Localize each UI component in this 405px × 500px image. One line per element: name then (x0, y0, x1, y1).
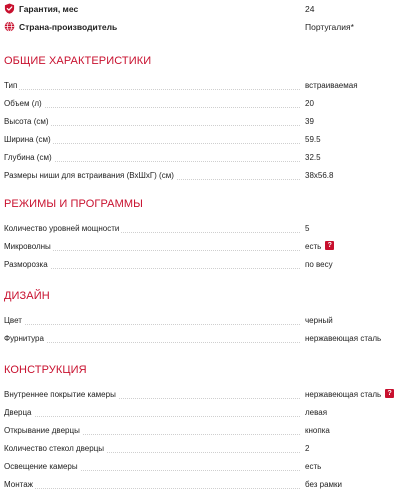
spec-value: 2 (305, 444, 310, 453)
leader-dots (4, 416, 300, 417)
spec-label: Гарантия, мес (19, 4, 79, 14)
spec-label: Открывание дверцы (4, 426, 80, 435)
spec-value (305, 242, 334, 251)
spec-row (0, 422, 405, 438)
spec-value: нержавеющая сталь (305, 334, 382, 343)
spec-value: без рамки (305, 480, 343, 489)
spec-row (0, 330, 405, 346)
spec-value: черный (305, 316, 333, 325)
leader-dots (4, 488, 300, 489)
leader-dots (4, 342, 300, 343)
spec-row (0, 312, 405, 328)
spec-row (0, 404, 405, 420)
spec-value-text: есть (305, 242, 322, 251)
spec-row (0, 95, 405, 111)
spec-row (0, 386, 405, 402)
spec-value: 39 (305, 117, 314, 126)
spec-value: кнопка (305, 426, 330, 435)
section-title-construction: КОНСТРУКЦИЯ (4, 364, 87, 376)
spec-row-warranty (0, 0, 405, 18)
spec-row (0, 113, 405, 129)
shield-check-icon (4, 3, 15, 14)
spec-label: Количество стекол дверцы (4, 444, 105, 453)
spec-row (0, 440, 405, 456)
help-icon[interactable]: ? (385, 389, 394, 398)
leader-dots (4, 107, 300, 108)
spec-row-country (0, 18, 405, 36)
spec-row (0, 238, 405, 254)
spec-value: 5 (305, 224, 310, 233)
spec-row (0, 167, 405, 183)
section-title-general: ОБЩИЕ ХАРАКТЕРИСТИКИ (4, 55, 152, 67)
spec-label: Внутреннее покрытие камеры (4, 390, 116, 399)
spec-row (0, 149, 405, 165)
section-title-modes: РЕЖИМЫ И ПРОГРАММЫ (4, 198, 143, 210)
leader-dots (4, 89, 300, 90)
leader-dots (4, 324, 300, 325)
spec-label: Объем (л) (4, 99, 42, 108)
spec-value: 20 (305, 99, 314, 108)
spec-value: по весу (305, 260, 333, 269)
help-icon[interactable]: ? (325, 241, 334, 250)
spec-value (305, 390, 394, 399)
spec-label: Цвет (4, 316, 22, 325)
spec-label: Освещение камеры (4, 462, 78, 471)
spec-label: Ширина (см) (4, 135, 51, 144)
spec-row (0, 476, 405, 492)
spec-value: встраиваемая (305, 81, 358, 90)
spec-value: Португалия* (305, 22, 354, 32)
spec-row (0, 131, 405, 147)
spec-label: Разморозка (4, 260, 48, 269)
spec-label: Микроволны (4, 242, 51, 251)
spec-value-text: нержавеющая сталь (305, 390, 382, 399)
spec-label: Глубина (см) (4, 153, 52, 162)
spec-label: Количество уровней мощности (4, 224, 120, 233)
spec-row (0, 77, 405, 93)
spec-label: Монтаж (4, 480, 33, 489)
globe-icon (4, 21, 15, 32)
spec-value: есть (305, 462, 322, 471)
spec-value: 38x56.8 (305, 171, 334, 180)
spec-row (0, 458, 405, 474)
spec-value: левая (305, 408, 328, 417)
spec-label: Высота (см) (4, 117, 49, 126)
spec-label: Страна-производитель (19, 22, 118, 32)
spec-label: Тип (4, 81, 18, 90)
spec-row (0, 220, 405, 236)
section-title-design: ДИЗАЙН (4, 290, 50, 302)
spec-row (0, 256, 405, 272)
spec-label: Дверца (4, 408, 32, 417)
spec-value: 24 (305, 4, 315, 14)
spec-value: 32.5 (305, 153, 321, 162)
spec-value: 59.5 (305, 135, 321, 144)
spec-label: Размеры ниши для встраивания (ВхШхГ) (см) (4, 171, 174, 180)
spec-label: Фурнитура (4, 334, 44, 343)
